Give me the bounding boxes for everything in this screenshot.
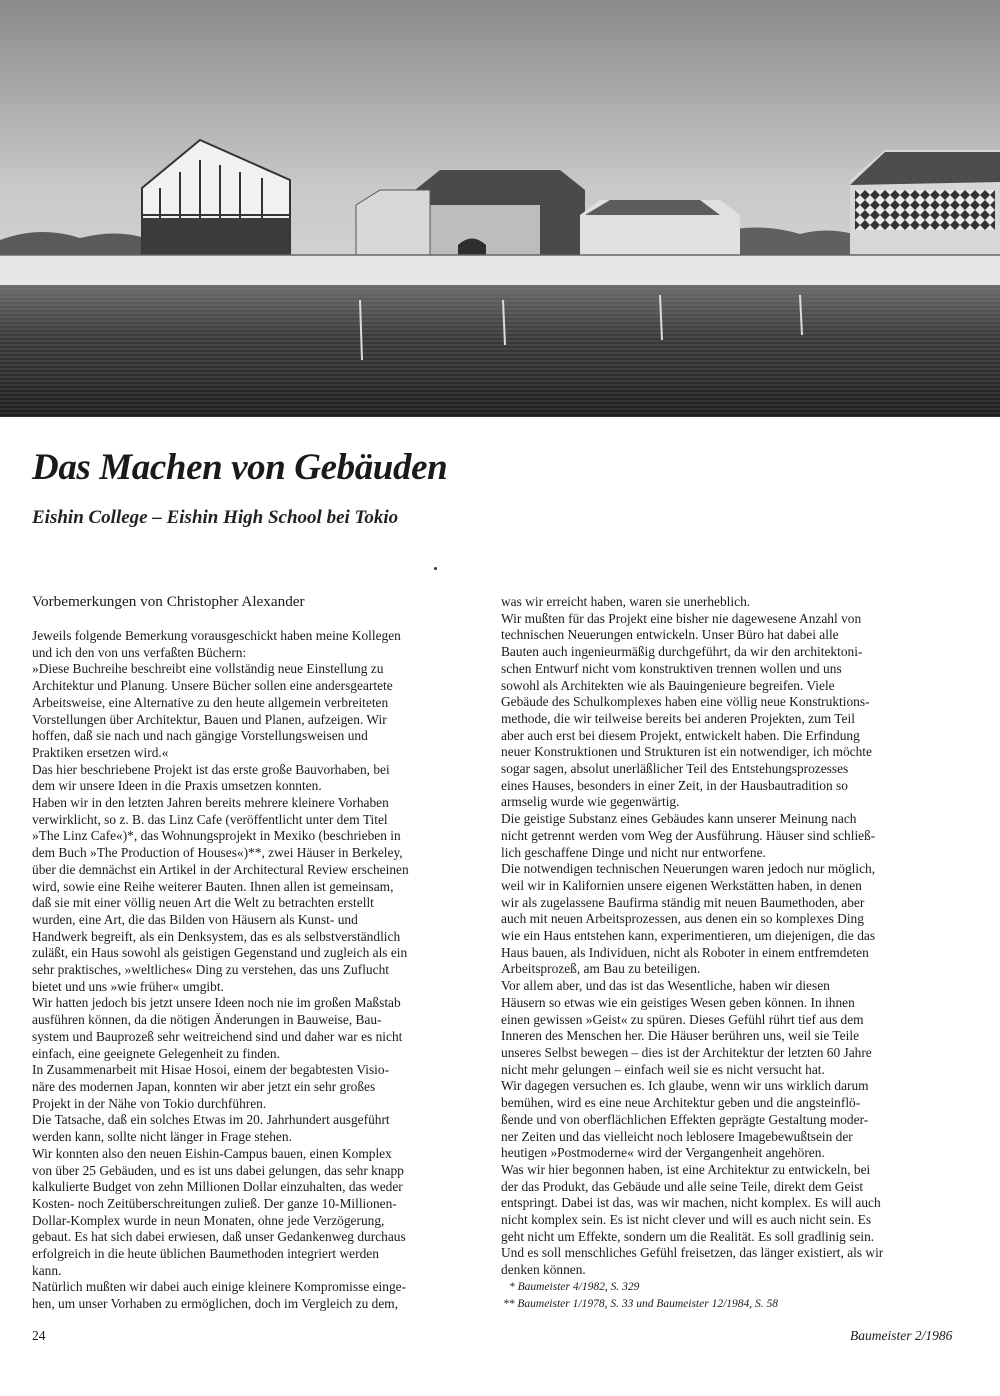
text-line: »The Linz Cafe«)*, das Wohnungsprojekt in Mexiko (beschrieben in [32, 828, 401, 844]
article-subtitle: Eishin College – Eishin High School bei Tokio [32, 507, 399, 528]
text-line: Häusern so etwas wie ein geistiges Wesen geben können. In ihnen [501, 994, 855, 1010]
text-line: wie ein Haus entstehen kann, experimentieren, um diejenigen, die das [501, 928, 876, 944]
text-line: hoffen, daß sie nach und nach gängige Vorstellungsweisen und [32, 728, 368, 744]
text-line: Die Tatsache, daß ein solches Etwas im 20. Jahrhundert ausgeführt [32, 1112, 390, 1128]
text-line: auch mit neuen Arbeitsprozessen, aus denen ein so komplexes Ding [501, 911, 864, 927]
footnote: * Baumeister 4/1982, S. 329 [509, 1280, 640, 1293]
text-line: ßende und von oberflächlichen Effekten geprägte Gestaltung moder- [501, 1111, 869, 1127]
text-line: näre des modernen Japan, konnten wir aber jetzt ein sehr großes [32, 1078, 376, 1094]
text-line: Arbeitsweise, eine Alternative zu den heute allgemein verbreiteten [32, 694, 389, 710]
text-line: Wir konnten also den neuen Eishin-Campus bauen, einen Komplex [32, 1145, 392, 1161]
text-line: Haus bauen, als Individuen, nicht als Roboter in einem entfremdeten [501, 944, 869, 960]
text-line: einfach, eine geeignete Gelegenheit zu finden. [32, 1045, 280, 1061]
text-line: über die demnächst ein Artikel in der Architectural Review erscheinen [32, 861, 409, 877]
text-line: Handwerk begreift, als ein Denksystem, das es als selbstverständlich [32, 928, 401, 944]
text-line: Arbeitsprozeß, am Bau zu beteiligen. [501, 961, 701, 977]
text-line: werden kann, sollte nicht länger in Frage stehen. [32, 1129, 292, 1145]
text-line: dem wir unsere Ideen in die Praxis umsetzen konnten. [32, 778, 322, 794]
text-line: Haben wir in den letzten Jahren bereits mehrere kleinere Vorhaben [32, 795, 389, 811]
text-line: Dollar-Komplex wurde in neun Monaten, ohne jede Verzögerung, [32, 1212, 385, 1228]
article-title: Das Machen von Gebäuden [32, 447, 448, 488]
text-line: Wir dagegen versuchen es. Ich glaube, wenn wir uns wirklich darum [501, 1078, 869, 1094]
text-line: Bauten auch ingenieurmäßig durchgeführt, da wir den architektoni- [501, 644, 863, 660]
text-line: Vor allem aber, und das ist das Wesentliche, haben wir diesen [501, 978, 830, 994]
text-line: und ich den von uns verfaßten Büchern: [32, 644, 247, 660]
section-heading: Vorbemerkungen von Christopher Alexander [32, 594, 305, 610]
text-line: Was wir hier begonnen haben, ist eine Architektur zu entwickeln, bei [501, 1161, 871, 1177]
text-line: eines Hauses, besonders in einer Zeit, in der Hausbautradition so [501, 777, 848, 793]
header-photo [0, 0, 1000, 417]
text-line: einen gewissen »Geist« zu spüren. Dieses Gefühl rührt tief aus dem [501, 1011, 864, 1027]
text-line: Gebäude des Schulkomplexes haben eine völlig neue Konstruktions- [501, 694, 870, 710]
text-line: sogar sagen, absolut unerläßlicher Teil des Entstehungsprozesses [501, 761, 849, 777]
text-line: erfolgreich in die heute üblichen Baumethoden integriert werden [32, 1246, 379, 1262]
text-line: hen, um unser Vorhaben zu ermöglichen, doch im Vergleich zu dem, [32, 1296, 399, 1312]
text-line: technischen Neuerungen entwickeln. Unser Büro hat dabei alle [501, 627, 839, 643]
text-line: Und es soll menschliches Gefühl freisetzen, das länger existiert, als wir [501, 1245, 884, 1261]
text-line: bietet und uns »wie früher« umgibt. [32, 978, 224, 994]
text-line: Wir mußten für das Projekt eine bisher nie dagewesene Anzahl von [501, 610, 862, 626]
text-line: aber auch erst bei diesem Projekt, entwickelt haben. Die Erfindung [501, 727, 860, 743]
text-line: »Diese Buchreihe beschreibt eine vollständig neue Einstellung zu [32, 661, 384, 677]
text-line: In Zusammenarbeit mit Hisae Hosoi, einem der begabtesten Visio- [32, 1062, 390, 1078]
text-line: methode, die wir teilweise bereits bei anderen Projekten, zum Teil [501, 710, 855, 726]
text-line: was wir erreicht haben, waren sie unerheblich. [501, 594, 751, 609]
right-column-text [501, 594, 883, 1312]
text-line: system und Bauprozeß sehr weitreichend sind und daher war es nicht [32, 1028, 403, 1044]
text-line: Vorstellungen über Architektur, Bauen und Planen, aufzeigen. Wir [32, 711, 387, 727]
text-line: nicht mehr gelungen – einfach weil sie es nicht versucht hat. [501, 1061, 825, 1077]
text-line: zuläßt, ein Haus sowohl als geistigen Gegenstand und zugleich als ein [32, 945, 408, 961]
text-line: ner Zeiten und das vielleicht noch leblosere Imagebewußtsein der [501, 1128, 853, 1144]
text-line: kann. [32, 1262, 62, 1278]
text-line: Wir hatten jedoch bis jetzt unsere Ideen noch nie im großen Maßstab [32, 995, 401, 1011]
text-line: kalkulierte Budget von zehn Millionen Dollar einzuhalten, das weder [32, 1179, 403, 1195]
text-line: daß sie mit einer völlig neuen Art die Welt zu betrachten erstellt [32, 895, 374, 911]
text-line: ausführen können, da die nötigen Änderungen in Bauweise, Bau- [32, 1012, 382, 1028]
text-line: sehr praktisches, »weltliches« Ding zu verstehen, das uns Zuflucht [32, 962, 389, 978]
text-line: heutigen »Postmoderne« wird der Vergangenheit angehören. [501, 1145, 825, 1161]
text-line: Jeweils folgende Bemerkung vorausgeschickt haben meine Kollegen [32, 628, 401, 643]
text-line: gebaut. Es hat sich dabei erwiesen, daß unser Gedankenweg durchaus [32, 1229, 406, 1245]
text-line: der das Produkt, das Gebäude und alle seine Teile, direkt dem Geist [501, 1178, 864, 1194]
text-line: Praktiken ersetzen wird.« [32, 744, 169, 760]
text-line: nicht komplex sein. Es ist nicht clever und will es auch nicht sein. Es [501, 1212, 872, 1228]
text-line: Architektur und Planung. Unsere Bücher sollen eine andersgeartete [32, 678, 393, 694]
text-line: Kosten- noch Zeitüberschreitungen zuließ. Der ganze 10-Millionen- [32, 1195, 397, 1211]
text-line: bemühen, wird es eine neue Architektur geben und die angsteinflö- [501, 1095, 861, 1111]
text-line: unseres Selbst bewegen – dies ist der Architektur der letzten 60 Jahre [501, 1044, 872, 1060]
text-line: Die notwendigen technischen Neuerungen waren jedoch nur möglich, [501, 861, 876, 877]
text-line: Inneren des Menschen her. Die Häuser berühren uns, weil sie Teile [501, 1028, 860, 1044]
text-line: geht nicht um Effekte, sondern um die Realität. Es soll gradlinig sein. [501, 1228, 875, 1244]
text-line: wurden, eine Art, die das Bilden von Häusern als Kunst- und [32, 911, 358, 927]
text-line: armselig wurde wie gegenwärtig. [501, 794, 680, 810]
text-line: Natürlich mußten wir dabei auch einige kleinere Kompromisse einge- [32, 1279, 407, 1295]
journal-issue: Baumeister 2/1986 [850, 1328, 953, 1343]
decorative-dot [434, 567, 437, 570]
text-line: Das hier beschriebene Projekt ist das erste große Bauvorhaben, bei [32, 761, 390, 777]
text-line: lich geschaffene Dinge und nicht nur entworfene. [501, 844, 766, 860]
text-line: weil wir in Kalifornien unsere eigenen Werkstätten haben, in denen [501, 877, 862, 893]
footnote: ** Baumeister 1/1978, S. 33 und Baumeister 12/1984, S. 58 [503, 1297, 779, 1310]
text-line: neuer Konstruktionen und Strukturen ist ein notwendiger, ich möchte [501, 744, 872, 760]
text-line: sowohl als Architekten wie als Bauingenieure begreifen. Viele [501, 677, 835, 693]
text-line: entspringt. Dabei ist das, was wir machen, nicht komplex. Es will auch [501, 1195, 881, 1211]
text-line: dem Buch »The Production of Houses«)**, zwei Häuser in Berkeley, [32, 845, 403, 861]
text-line: nicht getrennt werden vom Weg der Ausführung. Häuser sind schließ- [501, 827, 876, 843]
text-line: Projekt in der Nähe von Tokio durchführen. [32, 1095, 267, 1111]
text-line: von über 25 Gebäuden, und es ist uns dabei gelungen, das sehr knapp [32, 1162, 404, 1178]
left-column-text [32, 628, 409, 1313]
text-line: verwirklicht, so z. B. das Linz Cafe (veröffentlicht unter dem Titel [32, 811, 388, 827]
text-line: wir als zugelassene Baufirma ständig mit neuen Baumethoden, aber [501, 894, 865, 910]
text-line: schen Entwurf nicht vom konstruktiven trennen wollen und uns [501, 660, 842, 676]
text-line: wird, sowie eine Reihe weiterer Bauten. Ihnen allen ist gemeinsam, [32, 878, 394, 894]
text-line: Die geistige Substanz eines Gebäudes kann unserer Meinung nach [501, 811, 857, 827]
text-line: denken können. [501, 1262, 586, 1278]
page-number: 24 [32, 1328, 46, 1343]
